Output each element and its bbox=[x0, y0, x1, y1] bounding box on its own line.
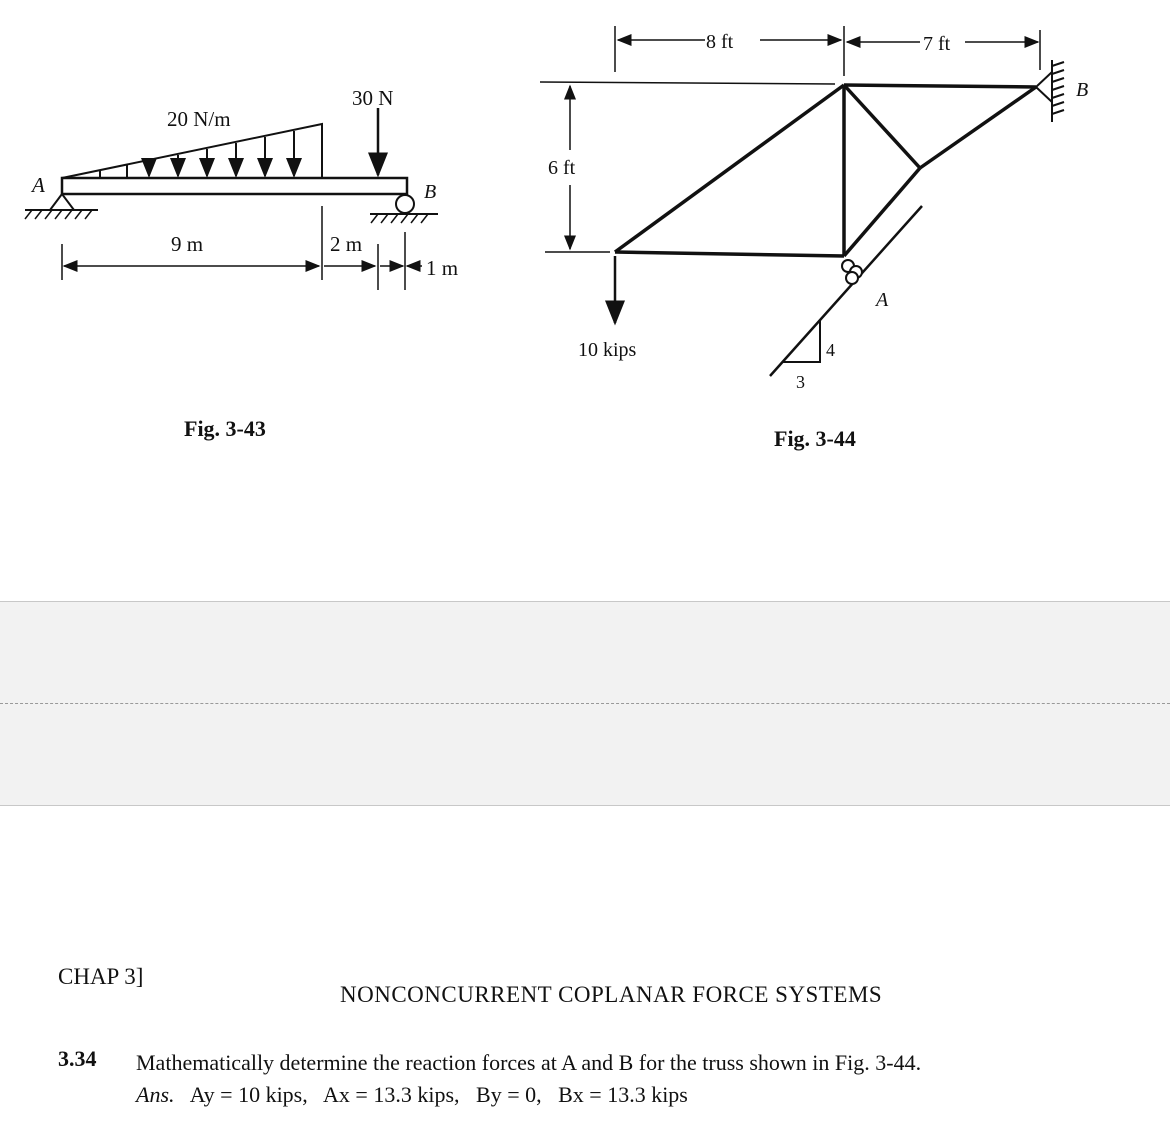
slope-run: 3 bbox=[796, 372, 805, 392]
problem-number: 3.34 bbox=[58, 1046, 97, 1071]
point-load-label: 30 N bbox=[352, 86, 394, 110]
fig44-caption: Fig. 3-44 bbox=[774, 426, 856, 451]
pin-support-A bbox=[50, 194, 74, 210]
dim-9m: 9 m bbox=[171, 232, 204, 256]
label-B: B bbox=[424, 181, 437, 203]
slope-rise: 4 bbox=[826, 340, 835, 360]
page-break-dashed-line bbox=[0, 703, 1170, 704]
running-title: NONCONCURRENT COPLANAR FORCE SYSTEMS bbox=[340, 982, 883, 1007]
load-arrows bbox=[100, 131, 294, 178]
answer-label: Ans. bbox=[136, 1082, 175, 1107]
dim-6ft: 6 ft bbox=[548, 157, 576, 179]
chapter-label: CHAP 3] bbox=[58, 964, 144, 989]
fig43-caption: Fig. 3-43 bbox=[184, 416, 266, 441]
dim-8ft: 8 ft bbox=[706, 31, 734, 53]
dim-7ft: 7 ft bbox=[923, 33, 951, 55]
distributed-load-label: 20 N/m bbox=[167, 107, 231, 131]
answer-Ay: Ay = 10 kips, bbox=[189, 1082, 308, 1107]
truss-members bbox=[615, 85, 1036, 256]
answer-By: By = 0, bbox=[476, 1082, 542, 1107]
load-label: 10 kips bbox=[578, 339, 637, 361]
triangular-load bbox=[62, 124, 322, 178]
dim-1m: 1 m bbox=[426, 256, 459, 280]
label-A: A bbox=[32, 173, 45, 197]
support-A bbox=[770, 206, 922, 376]
answer-line bbox=[136, 1082, 688, 1108]
figure-3-43 bbox=[0, 0, 560, 470]
label-A: A bbox=[876, 289, 889, 311]
answer-Bx: Bx = 13.3 kips bbox=[558, 1082, 688, 1107]
roller-support-B bbox=[396, 195, 414, 213]
dim-2m: 2 m bbox=[330, 232, 363, 256]
figure-3-44 bbox=[530, 0, 1170, 470]
answer-Ax: Ax = 13.3 kips, bbox=[323, 1082, 460, 1107]
band-bottom-border bbox=[0, 805, 1170, 806]
label-B: B bbox=[1076, 79, 1089, 101]
beam bbox=[62, 178, 407, 194]
problem-statement: Mathematically determine the reaction forces at A and B for the truss shown in Fig. 3-44. bbox=[136, 1050, 922, 1075]
